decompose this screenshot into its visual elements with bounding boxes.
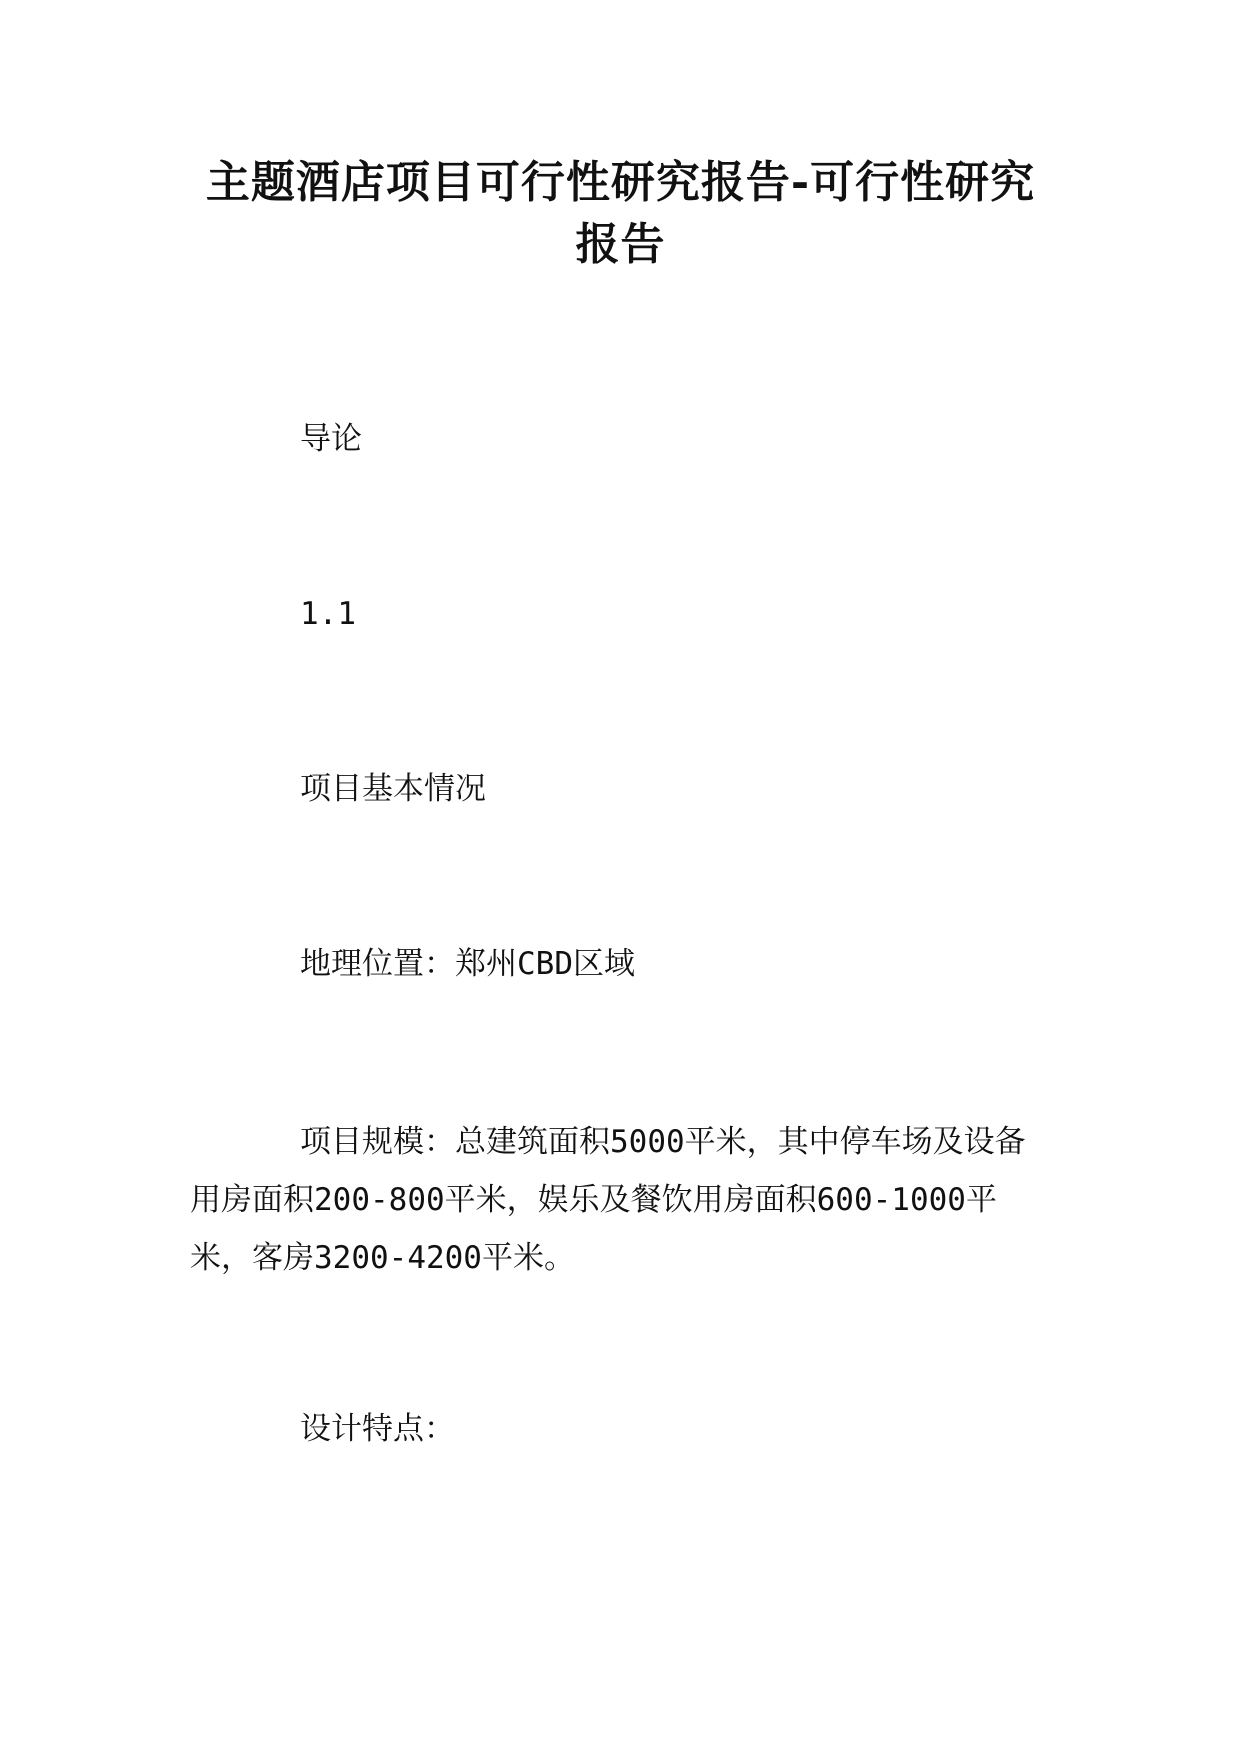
paragraph-section-number: 1.1 — [300, 596, 356, 632]
paragraph-location: 地理位置：郑州CBD区域 — [300, 946, 635, 982]
paragraph-design: 设计特点： — [300, 1411, 455, 1447]
document-title: 主题酒店项目可行性研究报告-可行性研究报告 — [205, 157, 1036, 270]
paragraph-basic-info: 项目基本情况 — [300, 771, 486, 807]
paragraph-scale: 项目规模：总建筑面积5000平米，其中停车场及设备用房面积200-800平米，娱乐及餐饮用房面积600-1000平米，客房3200-4200平米。 — [190, 1124, 1026, 1276]
paragraph-intro: 导论 — [300, 421, 362, 457]
